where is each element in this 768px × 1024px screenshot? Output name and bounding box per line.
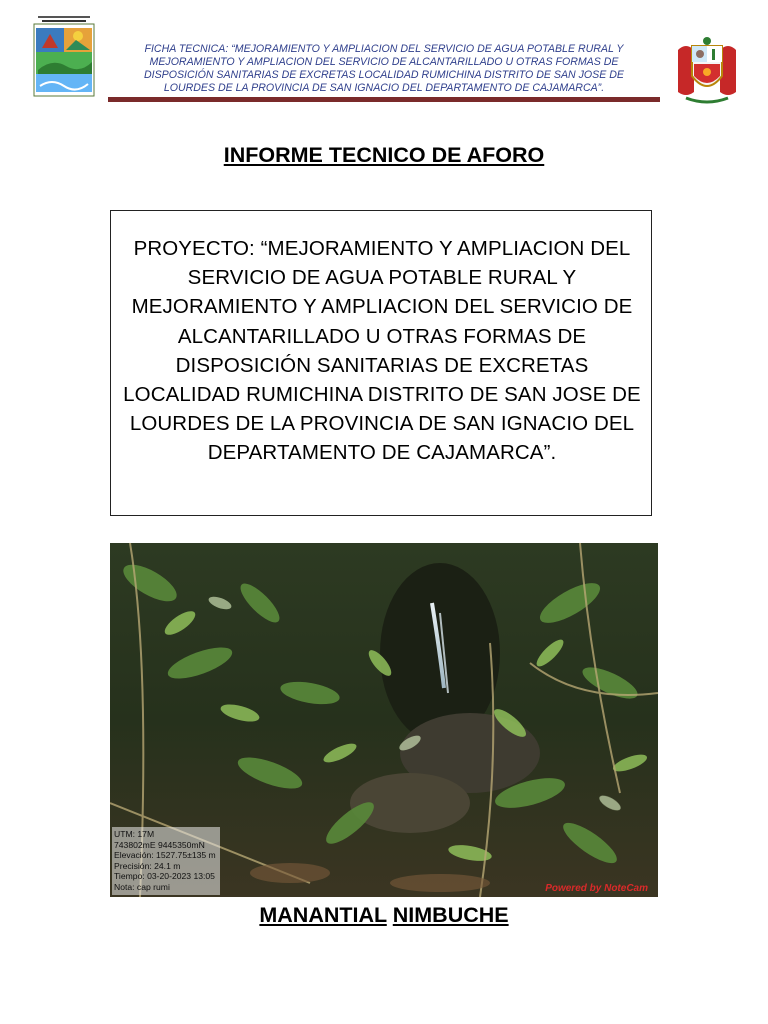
stamp-precision: Precisión: 24.1 m [114, 860, 181, 871]
peru-coat-of-arms-icon [672, 36, 742, 106]
stamp-note: Nota: cap rumi [114, 881, 170, 892]
stamp-elevation: Elevación: 1527.75±135 m [114, 850, 216, 861]
report-title: INFORME TECNICO DE AFORO [223, 143, 545, 167]
stamp-coordinates: 743802mE 9445350mN [114, 839, 205, 850]
stamp-utm: UTM: 17M [114, 829, 155, 839]
project-box [110, 210, 652, 516]
spring-photo [110, 543, 658, 897]
stamp-time: Tiempo: 03-20-2023 13:05 [114, 871, 215, 882]
page-header [0, 0, 768, 110]
project-description: PROYECTO: “MEJORAMIENTO Y AMPLIACION DEL SERVICIO DE AGUA POTABLE RURAL Y MEJORAMIENTO Y AMPLIACION DEL SERVICIO DE ALCANTARILLADO U OTRAS FORMAS DE DISPOSICIÓN SANITARIAS DE EXCRETAS LOCALIDAD RUMICHINA DISTRITO DE SAN JOSE DE LOURDES DE LA PROVINCIA DE SAN IGNACIO DEL DEPARTAMENTO DE CAJAMARCA”. [123, 237, 641, 465]
caption-part2: NIMBUCHE [392, 903, 509, 927]
caption-part1: MANANTIAL [259, 903, 387, 927]
header-divider [108, 97, 660, 102]
geotag-stamp [112, 827, 220, 895]
ficha-tecnica-text: FICHA TECNICA: “MEJORAMIENTO Y AMPLIACION DEL SERVICIO DE AGUA POTABLE RURAL Y MEJORAMIENTO Y AMPLIACION DEL SERVICIO DE ALCANTARILLADO U OTRAS FORMAS DE DISPOSICIÓN SANITARIAS DE EXCRETAS LOCALIDAD RUMICHINA DISTRITO DE SAN JOSE DE LOURDES DE LA PROVINCIA DE SAN IGNACIO DEL DEPARTAMENTO DE CAJAMARCA”. [144, 43, 624, 94]
notecam-watermark: Powered by NoteCam [545, 883, 648, 894]
photo-caption [0, 903, 768, 928]
municipality-logo-icon [32, 14, 96, 98]
